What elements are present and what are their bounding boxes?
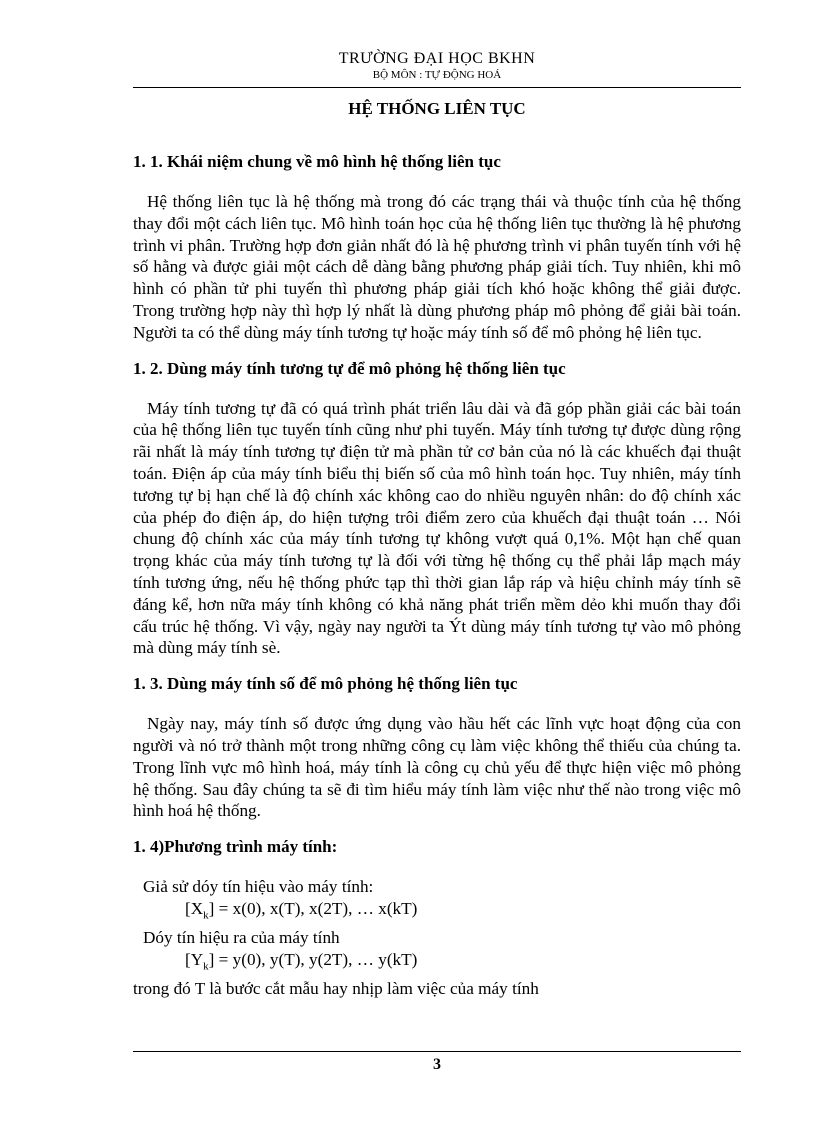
section-paragraph-1-2: Máy tính tương tự đã có quá trình phát triển lâu dài và đã góp phần giải các bài toán của hệ thống liên tục tuyến tính cũng như phi tuyến. Máy tính tương tự được dùng rộng rãi nhất là máy tính tương tự điện tử mà phần tử cơ bản của nó là các khuếch đại thuật toán. Điện áp của máy tính biểu thị biến số của mô hình toán học. Tuy nhiên, máy tính tương tự bị hạn chế là độ chính xác không cao do nhiều nguyên nhân: do độ chính xác của phép đo điện áp, do hiện tượng trôi điểm zero của khuếch đại thuật toán … Nói chung độ chính xác của máy tính tương tự không vượt quá 0,1%. Một hạn chế quan trọng khác của máy tính tương tự là đối với từng hệ thống cụ thể phải lắp mạch máy tính tương ứng, nếu hệ thống phức tạp thì thời gian lắp ráp và hiệu chỉnh máy tính sẽ đáng kể, hơn nữa máy tính không có khả năng phát triển mềm dẻo khi muốn thay đổi cấu trúc hệ thống. Vì vậy, ngày nay người ta Ýt dùng máy tính tương tự vào mô phỏng mà dùng máy tính sè. [133,398,741,658]
document-body [133,151,741,1000]
section-heading-1-2: 1. 2. Dùng máy tính tương tự để mô phỏng hệ thống liên tục [133,358,566,378]
header-divider [133,87,741,88]
document-title: HỆ THỐNG LIÊN TỤC [348,99,526,118]
section-heading-1-4: 1. 4)Phương trình máy tính: [133,837,338,857]
section-heading-1-3: 1. 3. Dùng máy tính số để mô phỏng hệ thống liên tục [133,674,518,694]
input-signal-text: Giả sử dóy tín hiệu vào máy tính: [143,877,374,897]
section-heading-1-1: 1. 1. Khái niệm chung về mô hình hệ thống liên tục [133,152,501,171]
output-signal-formula: $[Y_k] = y(0)$, y(T), y(2T), … y(kT) [185,949,418,973]
section-paragraph-1-3: Ngày nay, máy tính số được ứng dụng vào hầu hết các lĩnh vực hoạt động của con người và nó trở thành một trong những công cụ làm việc không thể thiếu của chúng ta. Trong lĩnh vực mô hình hoá, máy tính là công cụ chủ yếu để thực hiện việc mô phỏng hệ thống. Sau đây chúng ta sẽ đi tìm hiểu máy tính làm việc như thế nào trong việc mô hình hoá hệ thống. [133,714,741,821]
school-name: TRƯỜNG ĐẠI HỌC BKHN [338,50,536,67]
page-number: 3 [433,1056,441,1073]
input-signal-formula: $[X_k] = x(0)$, x(T), x(2T), … x(kT) [185,898,418,922]
output-signal-text: Dóy tín hiệu ra của máy tính [143,928,340,948]
sampling-step-text: trong đó T là bước cắt mẫu hay nhịp làm việc của máy tính [133,979,539,999]
department-name: BỘ MÔN : TỰ ĐỘNG HOÁ [372,69,502,81]
section-paragraph-1-1: Hệ thống liên tục là hệ thống mà trong đó các trạng thái và thuộc tính của hệ thống thay đổi một cách liên tục. Mô hình toán học của hệ thống liên tục thường là hệ phương trình vi phân. Trường hợp đơn giản nhất đó là hệ phương trình vi phân tuyến tính với hệ số hằng và được giải một cách dễ dàng bằng phương pháp giải tích. Tuy nhiên, khi mô hình có phần tử phi tuyến thì phương pháp giải tích khó hoặc không thể giải được. Trong trường hợp này thì hợp lý nhất là dùng phương pháp mô phỏng để giải bài toán. Người ta có thể dùng máy tính tương tự hoặc máy tính số để mô phỏng hệ liên tục. [133,192,741,342]
page-header [133,50,741,82]
footer-divider [133,1051,741,1052]
